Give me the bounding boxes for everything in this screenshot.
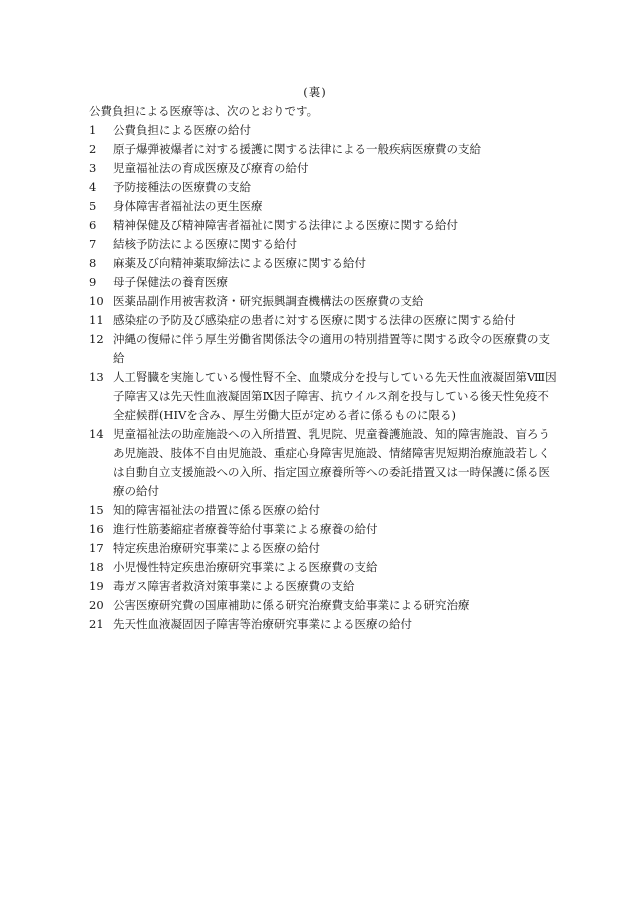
benefit-list [89, 121, 559, 634]
item-text: 結核予防法による医療に関する給付 [113, 237, 297, 251]
item-text: 身体障害者福祉法の更生医療 [113, 199, 263, 213]
list-item [89, 615, 559, 634]
list-item [89, 121, 559, 140]
item-text: 公費負担による医療の給付 [113, 123, 251, 137]
item-number: 10 [89, 294, 104, 308]
item-number: 5 [89, 199, 97, 213]
item-text: 沖縄の復帰に伴う厚生労働省関係法令の適用の特別措置等に関する政令の医療費の支給 [113, 332, 550, 365]
page-side-label: (裏) [303, 85, 327, 99]
item-number: 4 [89, 180, 97, 194]
list-item [89, 558, 559, 577]
list-item [89, 520, 559, 539]
item-text: 特定疾患治療研究事業による医療の給付 [113, 541, 320, 555]
list-item [89, 273, 559, 292]
list-item [89, 368, 559, 425]
item-text: 児童福祉法の育成医療及び療育の給付 [113, 161, 309, 175]
item-text: 公害医療研究費の国庫補助に係る研究治療費支給事業による研究治療 [113, 598, 470, 612]
list-item [89, 539, 559, 558]
list-item [89, 140, 559, 159]
item-text: 先天性血液凝固因子障害等治療研究事業による医療の給付 [113, 617, 412, 631]
item-number: 3 [89, 161, 97, 175]
item-number: 18 [89, 560, 104, 574]
item-text: 人工腎臓を実施している慢性腎不全、血漿成分を投与している先天性血液凝固第Ⅷ因子障害又は先天性血液凝固第Ⅸ因子障害、抗ウイルス剤を投与している後天性免疫不全症候群(HIVを含み、厚生労働大臣が定める者に係るものに限る) [113, 370, 557, 422]
list-item [89, 178, 559, 197]
item-text: 予防接種法の医療費の支給 [113, 180, 251, 194]
item-text: 児童福祉法の助産施設への入所措置、乳児院、児童養護施設、知的障害施設、盲ろうあ児施設、肢体不自由児施設、重症心身障害児施設、情緒障害児短期治療施設若しくは自動自立支援施設への入所、指定国立療養所等への委託措置又は一時保護に係る医療の給付 [113, 427, 550, 498]
item-number: 7 [89, 237, 97, 251]
item-text: 原子爆弾被爆者に対する援護に関する法律による一般疾病医療費の支給 [113, 142, 481, 156]
list-item [89, 254, 559, 273]
list-item [89, 292, 559, 311]
item-text: 医薬品副作用被害救済・研究振興調査機構法の医療費の支給 [113, 294, 424, 308]
item-number: 20 [89, 598, 104, 612]
intro-text: 公費負担による医療等は、次のとおりです。 [89, 104, 319, 118]
list-item [89, 235, 559, 254]
item-text: 麻薬及び向精神薬取締法による医療に関する給付 [113, 256, 366, 270]
item-number: 14 [89, 427, 104, 441]
item-number: 6 [89, 218, 97, 232]
list-item [89, 197, 559, 216]
item-text: 毒ガス障害者救済対策事業による医療費の支給 [113, 579, 355, 593]
item-number: 15 [89, 503, 104, 517]
list-item [89, 311, 559, 330]
item-number: 2 [89, 142, 97, 156]
item-number: 9 [89, 275, 97, 289]
list-item [89, 596, 559, 615]
item-number: 17 [89, 541, 104, 555]
item-text: 進行性筋萎縮症者療養等給付事業による療養の給付 [113, 522, 378, 536]
list-item [89, 425, 559, 501]
list-item [89, 159, 559, 178]
item-text: 知的障害福祉法の措置に係る医療の給付 [113, 503, 320, 517]
item-number: 21 [89, 617, 104, 631]
list-item [89, 330, 559, 368]
item-text: 母子保健法の養育医療 [113, 275, 228, 289]
list-item [89, 501, 559, 520]
list-item [89, 577, 559, 596]
item-text: 感染症の予防及び感染症の患者に対する医療に関する法律の医療に関する給付 [113, 313, 516, 327]
item-number: 1 [89, 123, 97, 137]
list-item [89, 216, 559, 235]
item-number: 11 [89, 313, 104, 327]
item-text: 精神保健及び精神障害者福祉に関する法律による医療に関する給付 [113, 218, 458, 232]
item-number: 16 [89, 522, 104, 536]
item-number: 8 [89, 256, 97, 270]
item-number: 12 [89, 332, 104, 346]
item-number: 13 [89, 370, 104, 384]
item-number: 19 [89, 579, 104, 593]
item-text: 小児慢性特定疾患治療研究事業による医療費の支給 [113, 560, 378, 574]
